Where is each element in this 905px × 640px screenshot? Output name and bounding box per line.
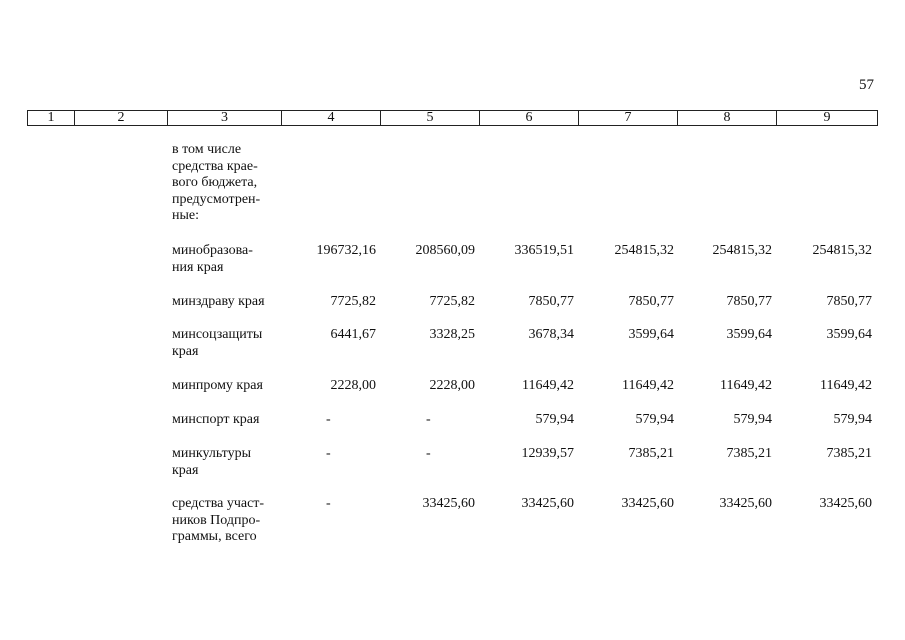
cell-col-5: - <box>426 412 431 427</box>
cell-col-7: 254815,32 <box>614 243 674 258</box>
cell-col-6: 579,94 <box>535 412 574 427</box>
cell-col-4: - <box>326 412 331 427</box>
page-number: 57 <box>859 77 874 93</box>
column-number-2: 2 <box>75 111 168 126</box>
cell-col-6: 33425,60 <box>521 496 574 511</box>
cell-col-8: 579,94 <box>733 412 772 427</box>
cell-col-6: 336519,51 <box>514 243 574 258</box>
column-number-3: 3 <box>168 111 282 126</box>
cell-col-4: 196732,16 <box>316 243 376 258</box>
cell-col-9: 7385,21 <box>826 446 872 461</box>
cell-col-9: 11649,42 <box>820 378 872 393</box>
column-number-8: 8 <box>678 111 777 126</box>
cell-col-4: 6441,67 <box>330 327 376 342</box>
cell-col-8: 254815,32 <box>712 243 772 258</box>
cell-col-7: 3599,64 <box>628 327 674 342</box>
cell-col-8: 7850,77 <box>726 294 772 309</box>
column-number-5: 5 <box>381 111 480 126</box>
cell-col-5: 2228,00 <box>429 378 475 393</box>
cell-col-7: 11649,42 <box>622 378 674 393</box>
cell-col-9: 7850,77 <box>826 294 872 309</box>
column-number-9: 9 <box>777 111 878 126</box>
cell-col-4: - <box>326 446 331 461</box>
row-label: минсоцзащиты края <box>172 327 263 359</box>
cell-col-6: 7850,77 <box>528 294 574 309</box>
column-number-1: 1 <box>28 111 75 126</box>
column-number-4: 4 <box>282 111 381 126</box>
cell-col-7: 7385,21 <box>628 446 674 461</box>
cell-col-6: 3678,34 <box>528 327 574 342</box>
cell-col-7: 579,94 <box>635 412 674 427</box>
cell-col-7: 7850,77 <box>628 294 674 309</box>
cell-col-5: 7725,82 <box>429 294 475 309</box>
row-label: в том числе средства крае- вого бюджета, предусмотрен- ные: <box>172 142 261 223</box>
cell-col-8: 3599,64 <box>726 327 772 342</box>
row-label: средства участ- ников Подпро- граммы, всего <box>172 496 265 544</box>
cell-col-9: 3599,64 <box>826 327 872 342</box>
cell-col-8: 7385,21 <box>726 446 772 461</box>
row-label: минпрому края <box>172 378 263 393</box>
cell-col-9: 254815,32 <box>812 243 872 258</box>
row-label: минздраву края <box>172 294 265 309</box>
column-number-7: 7 <box>579 111 678 126</box>
cell-col-6: 11649,42 <box>522 378 574 393</box>
cell-col-4: - <box>326 496 331 511</box>
row-label: минкультуры края <box>172 446 252 478</box>
cell-col-4: 7725,82 <box>330 294 376 309</box>
cell-col-8: 11649,42 <box>720 378 772 393</box>
cell-col-5: 208560,09 <box>415 243 475 258</box>
cell-col-5: - <box>426 446 431 461</box>
cell-col-7: 33425,60 <box>621 496 674 511</box>
cell-col-6: 12939,57 <box>521 446 574 461</box>
cell-col-9: 579,94 <box>833 412 872 427</box>
row-label: минспорт края <box>172 412 260 427</box>
cell-col-4: 2228,00 <box>330 378 376 393</box>
cell-col-5: 33425,60 <box>422 496 475 511</box>
cell-col-9: 33425,60 <box>819 496 872 511</box>
cell-col-5: 3328,25 <box>429 327 475 342</box>
row-label: минобразова- ния края <box>172 243 253 275</box>
cell-col-8: 33425,60 <box>719 496 772 511</box>
column-number-6: 6 <box>480 111 579 126</box>
